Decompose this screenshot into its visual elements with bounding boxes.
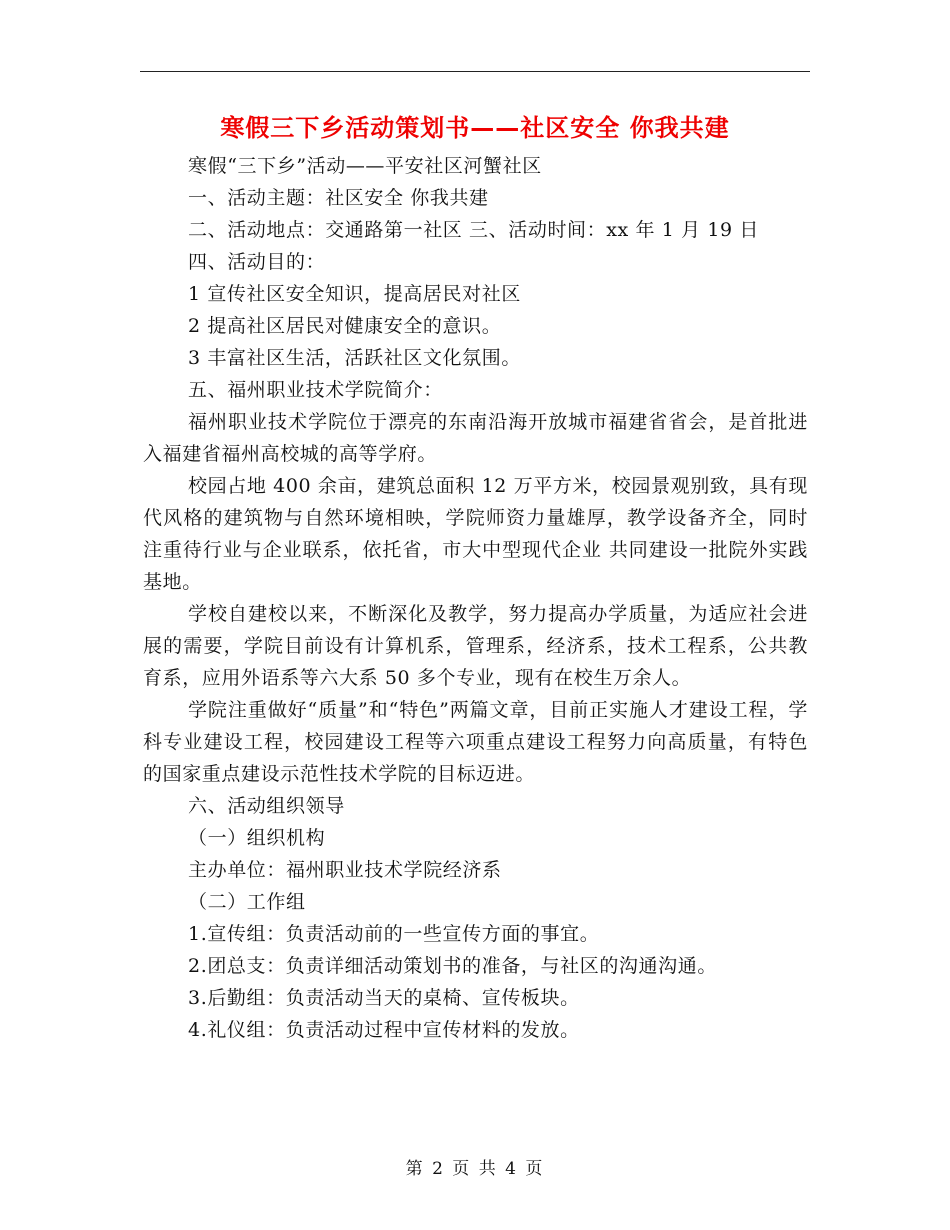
text-line: 2 提高社区居民对健康安全的意识。 bbox=[188, 315, 502, 337]
text-line: 二、活动地点：交通路第一社区 三、活动时间：xx 年 1 月 19 日 bbox=[188, 219, 759, 241]
paragraph: 学院注重做好“质量”和“特色”两篇文章，目前正实施人才建设工程，学科专业建设工程，校园建设工程等六项重点建设工程努力向高质量，有特色的国家重点建设示范性技术学院的目标迈进。 bbox=[143, 699, 808, 785]
paragraph: 学校自建校以来，不断深化及教学，努力提高办学质量，为适应社会进展的需要，学院目前设有计算机系，管理系，经济系，技术工程系，公共教育系，应用外语系等六大系 50 多个专业，现有在校生万余人。 bbox=[143, 603, 808, 689]
text-line: 3 丰富社区生活，活跃社区文化氛围。 bbox=[188, 347, 521, 369]
text-line: 六、活动组织领导 bbox=[188, 795, 345, 817]
text-line: （二）工作组 bbox=[188, 891, 306, 913]
text-line: 4.礼仪组：负责活动过程中宣传材料的发放。 bbox=[188, 1019, 580, 1041]
paragraph: 福州职业技术学院位于漂亮的东南沿海开放城市福建省省会，是首批进入福建省福州高校城的高等学府。 bbox=[143, 411, 808, 465]
paragraph: 校园占地 400 余亩，建筑总面积 12 万平方米，校园景观别致，具有现代风格的建筑物与自然环境相映，学院师资力量雄厚，教学设备齐全，同时注重待行业与企业联系，依托省，市大中型现代企业 共同建设一批院外实践基地。 bbox=[143, 475, 808, 593]
text-line: （一）组织机构 bbox=[188, 827, 326, 849]
text-line: 一、活动主题：社区安全 你我共建 bbox=[188, 187, 489, 209]
document-body bbox=[143, 150, 808, 1046]
text-line: 主办单位：福州职业技术学院经济系 bbox=[188, 859, 502, 881]
text-line: 3.后勤组：负责活动当天的桌椅、宣传板块。 bbox=[188, 987, 580, 1009]
document-title: 寒假三下乡活动策划书——社区安全 你我共建 bbox=[220, 114, 730, 142]
text-line: 四、活动目的： bbox=[188, 251, 326, 273]
text-line: 五、福州职业技术学院简介： bbox=[188, 379, 443, 401]
text-line: 寒假“三下乡”活动——平安社区河蟹社区 bbox=[188, 155, 542, 177]
text-line: 1.宣传组：负责活动前的一些宣传方面的事宜。 bbox=[188, 923, 600, 945]
header-rule bbox=[140, 71, 810, 72]
text-line: 1 宣传社区安全知识，提高居民对社区 bbox=[188, 283, 521, 305]
text-line: 2.团总支：负责详细活动策划书的准备，与社区的沟通沟通。 bbox=[188, 955, 717, 977]
page-number: 第 2 页 共 4 页 bbox=[405, 1159, 545, 1179]
